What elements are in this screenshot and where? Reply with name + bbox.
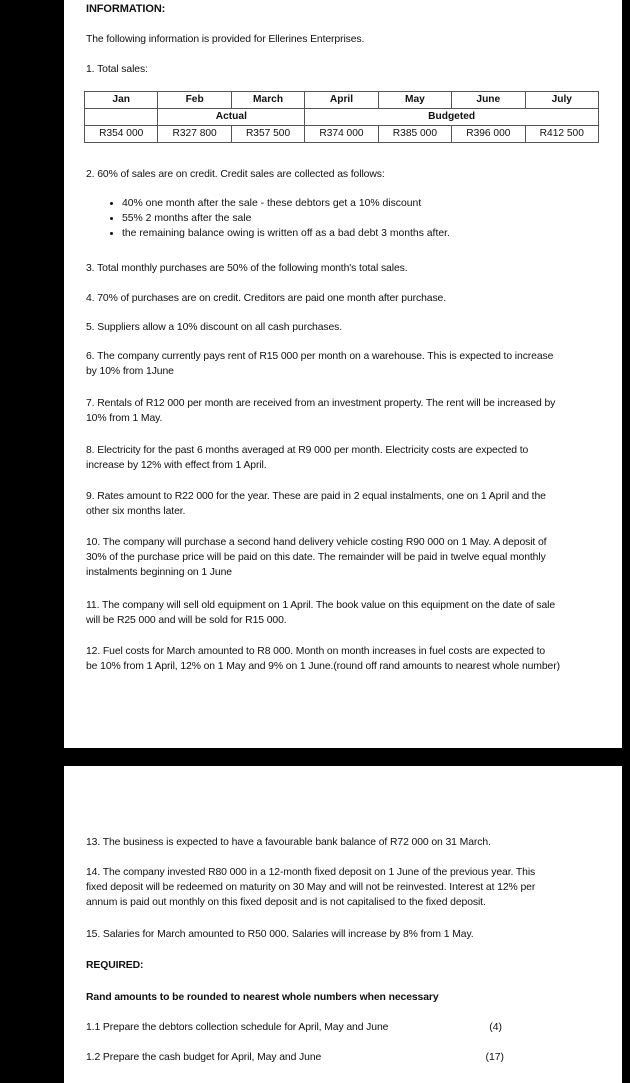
item-10-line-2: 30% of the purchase price will be paid on this date. The remainder will be paid in twelve equal monthly bbox=[86, 552, 546, 563]
item-9 bbox=[86, 489, 606, 519]
actual-label: Actual bbox=[158, 109, 305, 126]
item-2: 2. 60% of sales are on credit. Credit sales are collected as follows: bbox=[86, 169, 385, 180]
question-1-2: 1.2 Prepare the cash budget for April, May and June bbox=[86, 1052, 322, 1063]
item-7-line-1: 7. Rentals of R12 000 per month are received from an investment property. The rent will be increased by bbox=[86, 398, 556, 409]
item-10-line-3: instalments beginning on 1 June bbox=[86, 567, 232, 578]
item-12-line-1: 12. Fuel costs for March amounted to R8 000. Month on month increases in fuel costs are expected to bbox=[86, 646, 546, 657]
value-may: R385 000 bbox=[378, 126, 451, 143]
value-june: R396 000 bbox=[452, 126, 525, 143]
item-11 bbox=[86, 598, 606, 628]
required-heading: REQUIRED: bbox=[86, 960, 144, 971]
month-june: June bbox=[452, 92, 525, 109]
intro-text: The following information is provided for Ellerines Enterprises. bbox=[86, 34, 365, 45]
item-6 bbox=[86, 349, 606, 379]
item-10-line-1: 10. The company will purchase a second hand delivery vehicle costing R90 000 on 1 May. A deposit of bbox=[86, 537, 547, 548]
table-row-labels bbox=[85, 109, 599, 126]
item-4: 4. 70% of purchases are on credit. Creditors are paid one month after purchase. bbox=[86, 293, 447, 304]
item-8 bbox=[86, 443, 606, 473]
value-feb: R327 800 bbox=[158, 126, 231, 143]
item-1-label: 1. Total sales: bbox=[86, 64, 148, 75]
item-3: 3. Total monthly purchases are 50% of the following month's total sales. bbox=[86, 263, 408, 274]
item-11-line-1: 11. The company will sell old equipment on 1 April. The book value on this equipment on the date of sale bbox=[86, 600, 556, 611]
document-page-2 bbox=[64, 766, 622, 1083]
item-15: 15. Salaries for March amounted to R50 000. Salaries will increase by 8% from 1 May. bbox=[86, 929, 474, 940]
item-14-line-2: fixed deposit will be redeemed on maturity on 30 May and will not be reinvested. Interest at 12% per bbox=[86, 882, 536, 893]
item-9-line-1: 9. Rates amount to R22 000 for the year. These are paid in 2 equal instalments, one on 1 April and the bbox=[86, 491, 546, 502]
question-1-1: 1.1 Prepare the debtors collection schedule for April, May and June bbox=[86, 1022, 389, 1033]
item-7-line-2: 10% from 1 May. bbox=[86, 413, 163, 424]
value-jan: R354 000 bbox=[85, 126, 158, 143]
month-feb: Feb bbox=[158, 92, 231, 109]
item-8-line-2: increase by 12% with effect from 1 April. bbox=[86, 460, 267, 471]
item-12-line-2: be 10% from 1 April, 12% on 1 May and 9% on 1 June.(round off rand amounts to nearest whole number) bbox=[86, 661, 560, 672]
question-1-2-marks: (17) bbox=[485, 1052, 504, 1063]
month-april: April bbox=[305, 92, 378, 109]
list-item: • 55% 2 months after the sale bbox=[122, 211, 602, 226]
item-13: 13. The business is expected to have a favourable bank balance of R72 000 on 31 March. bbox=[86, 837, 491, 848]
item-14-line-1: 14. The company invested R80 000 in a 12-month fixed deposit on 1 June of the previous year. This bbox=[86, 867, 536, 878]
month-march: March bbox=[231, 92, 304, 109]
item-10 bbox=[86, 535, 606, 580]
value-march: R357 500 bbox=[231, 126, 304, 143]
item-6-line-1: 6. The company currently pays rent of R15 000 per month on a warehouse. This is expected to increase bbox=[86, 351, 554, 362]
list-item: • 40% one month after the sale - these debtors get a 10% discount bbox=[122, 196, 602, 211]
item-7 bbox=[86, 396, 606, 426]
item-14-line-3: annum is paid out monthly on this fixed deposit and is not capitalised to the fixed deposit. bbox=[86, 897, 486, 908]
item-8-line-1: 8. Electricity for the past 6 months averaged at R9 000 per month. Electricity costs are expected to bbox=[86, 445, 529, 456]
question-1-1-marks: (4) bbox=[489, 1022, 502, 1033]
value-july: R412 500 bbox=[525, 126, 598, 143]
rounding-note: Rand amounts to be rounded to nearest whole numbers when necessary bbox=[86, 992, 439, 1003]
document-page-1 bbox=[64, 0, 622, 748]
item-12 bbox=[86, 644, 606, 674]
month-jan: Jan bbox=[85, 92, 158, 109]
item-14 bbox=[86, 865, 606, 910]
table-row-values bbox=[85, 126, 599, 143]
total-sales-table bbox=[84, 91, 599, 143]
month-july: July bbox=[525, 92, 598, 109]
item-9-line-2: other six months later. bbox=[86, 506, 186, 517]
item-11-line-2: will be R25 000 and will be sold for R15 000. bbox=[86, 615, 287, 626]
item-6-line-2: by 10% from 1June bbox=[86, 366, 174, 377]
item-5: 5. Suppliers allow a 10% discount on all cash purchases. bbox=[86, 322, 343, 333]
budgeted-label: Budgeted bbox=[305, 109, 599, 126]
value-april: R374 000 bbox=[305, 126, 378, 143]
empty-cell bbox=[85, 109, 158, 126]
list-item: • the remaining balance owing is written off as a bad debt 3 months after. bbox=[122, 226, 602, 241]
table-row-months bbox=[85, 92, 599, 109]
information-heading: INFORMATION: bbox=[86, 3, 166, 15]
month-may: May bbox=[378, 92, 451, 109]
item-2-bullets bbox=[86, 196, 602, 241]
